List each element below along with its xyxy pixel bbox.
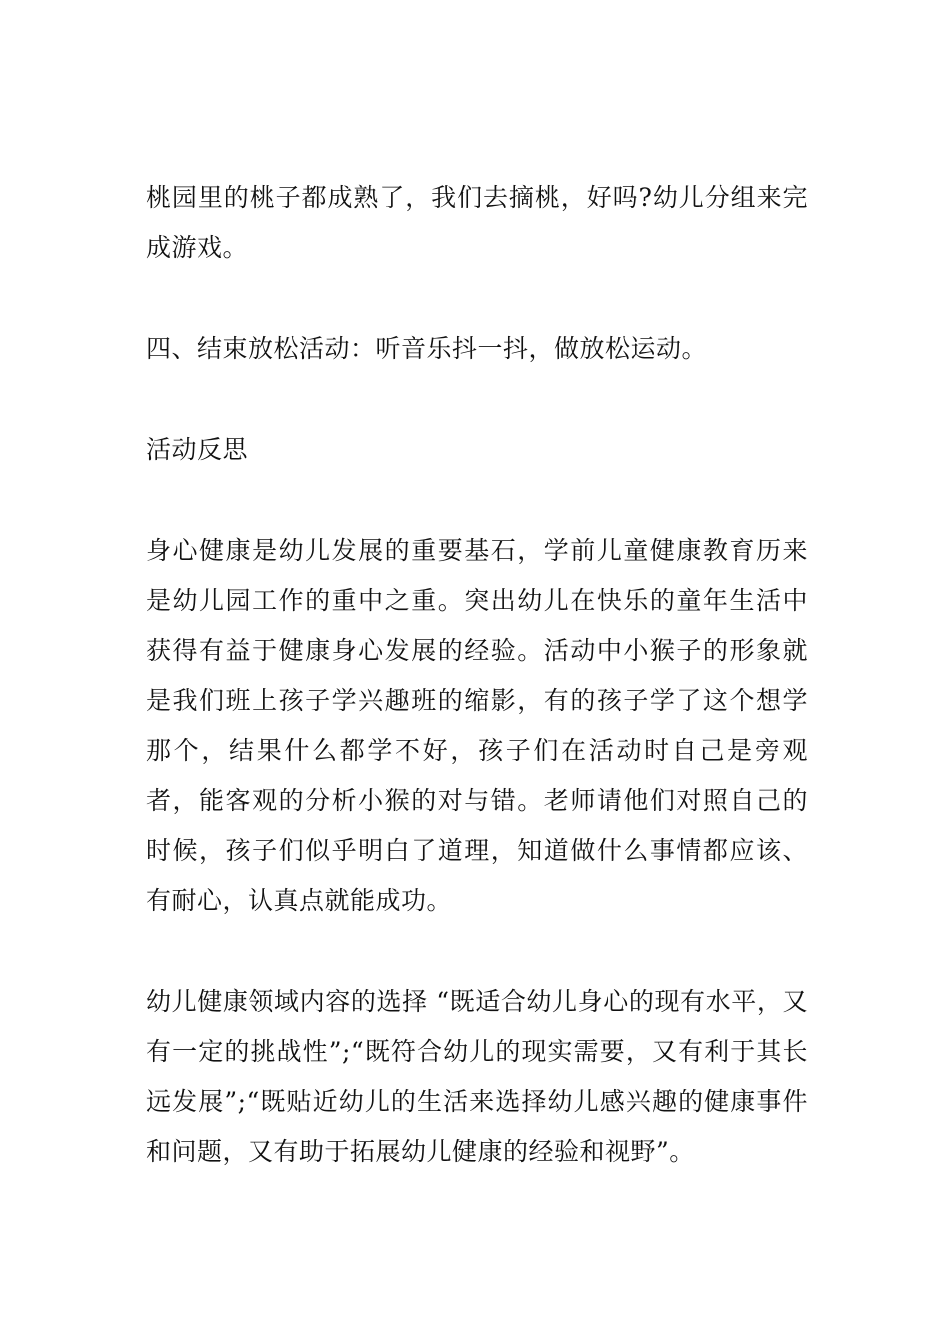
document-body xyxy=(146,173,808,1177)
section-heading-reflection: 活动反思 xyxy=(146,435,249,464)
paragraph-reflection-body: 身心健康是幼儿发展的重要基石，学前儿童健康教育历来是幼儿园工作的重中之重。突出幼儿在快乐的童年生活中获得有益于健康身心发展的经验。活动中小猴子的形象就是我们班上孩子学兴趣班的缩影，有的孩子学了这个想学那个，结果什么都学不好，孩子们在活动时自己是旁观者，能客观的分析小猴的对与错。老师请他们对照自己的时候，孩子们似乎明白了道理，知道做什么事情都应该、有耐心，认真点就能成功。 xyxy=(146,536,808,915)
paragraph-peach-game: 桃园里的桃子都成熟了，我们去摘桃，好吗?幼儿分组来完成游戏。 xyxy=(146,183,808,262)
paragraph-content-selection: 幼儿健康领域内容的选择 “既适合幼儿身心的现有水平，又有一定的挑战性”;“既符合幼儿的现实需要，又有利于其长远发展”;“既贴近幼儿的生活来选择幼儿感兴趣的健康事件和问题，又有助于拓展幼儿健康的经验和视野”。 xyxy=(146,987,808,1166)
paragraph-relaxation-activity: 四、结束放松活动：听音乐抖一抖，做放松运动。 xyxy=(146,334,708,363)
